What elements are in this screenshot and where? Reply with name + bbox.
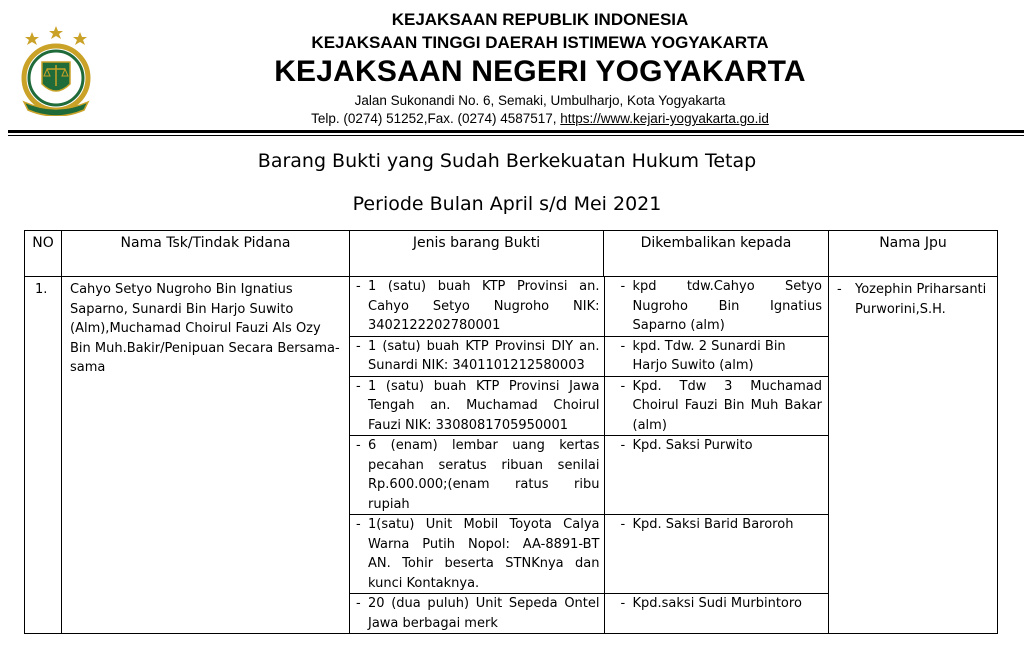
evidence-table-wrapper <box>24 230 998 634</box>
header-nama: Nama Tsk/Tindak Pidana <box>62 231 350 277</box>
letterhead-line2: KEJAKSAAN TINGGI DAERAH ISTIMEWA YOGYAKARTA <box>311 33 769 52</box>
returned-to: Kpd. Saksi Barid Baroroh <box>632 517 794 532</box>
letterhead-contact <box>200 111 880 126</box>
evidence-table <box>24 230 998 634</box>
evidence-description: 1 (satu) buah KTP Provinsi DIY an. Sunardi NIK: 3401101212580003 <box>368 338 600 373</box>
letterhead-address: Jalan Sukonandi No. 6, Semaki, Umbulharjo, Kota Yogyakarta <box>354 93 726 108</box>
evidence-description: 1 (satu) buah KTP Provinsi Jawa Tengah an. Muchamad Choirul Fauzi NIK: 3308081705950001 <box>368 378 600 433</box>
evidence-item: - 1(satu) Unit Mobil Toyota Calya Warna Putih Nopol: AA-8891-BT AN. Tohir beserta STNKnya dan kunci Kontaknya. - Kpd. Saksi Barid Baroroh <box>350 515 828 594</box>
evidence-item: - 1 (satu) buah KTP Provinsi an. Cahyo Setyo Nugroho NIK: 3402122202780001 - kpd tdw.Cahyo Setyo Nugroho Bin Ignatius Saparno (alm) <box>350 277 828 336</box>
returned-to: Kpd.saksi Sudi Murbintoro <box>632 596 802 611</box>
letterhead-rule-thick <box>8 130 1024 133</box>
row-number: 1. <box>25 277 62 634</box>
returned-to: Kpd. Tdw 3 Muchamad Choirul Fauzi Bin Muh Bakar (alm) <box>632 378 822 433</box>
prosecutor-dash: - <box>837 282 842 297</box>
evidence-description: 1(satu) Unit Mobil Toyota Calya Warna Putih Nopol: AA-8891-BT AN. Tohir beserta STNKnya dan kunci Kontaknya. <box>368 517 600 591</box>
prosecutor-name: Yozephin Priharsanti Purworini,S.H. <box>855 282 987 317</box>
prosecutor-cell <box>829 277 998 634</box>
evidence-item: - 1 (satu) buah KTP Provinsi DIY an. Sunardi NIK: 3401101212580003 - kpd. Tdw. 2 Sunardi Bin Harjo Suwito (alm) <box>350 336 828 376</box>
website-link[interactable]: https://www.kejari-yogyakarta.go.id <box>560 111 769 126</box>
returned-to: kpd. Tdw. 2 Sunardi Bin Harjo Suwito (alm) <box>632 338 786 373</box>
document-period: Periode Bulan April s/d Mei 2021 <box>352 193 662 215</box>
returned-to: Kpd. Saksi Purwito <box>632 438 753 453</box>
evidence-description: 6 (enam) lembar uang kertas pecahan seratus ribuan senilai Rp.600.000;(enam ratus ribu rupiah <box>368 438 600 512</box>
table-header-row <box>25 231 998 277</box>
letterhead-rule-thin <box>8 135 1024 136</box>
header-bukti: Jenis barang Bukti <box>350 231 604 277</box>
returned-to: kpd tdw.Cahyo Setyo Nugroho Bin Ignatius Saparno (alm) <box>632 279 822 333</box>
document-title: Barang Bukti yang Sudah Berkekuatan Hukum Tetap <box>257 150 757 172</box>
evidence-item: - 6 (enam) lembar uang kertas pecahan seratus ribuan senilai Rp.600.000;(enam ratus ribu rupiah - Kpd. Saksi Purwito <box>350 436 828 515</box>
evidence-item: - 20 (dua puluh) Unit Sepeda Ontel Jawa berbagai merk - Kpd.saksi Sudi Murbintoro <box>350 594 828 634</box>
evidence-item: - 1 (satu) buah KTP Provinsi Jawa Tengah an. Muchamad Choirul Fauzi NIK: 3308081705950001 - Kpd. Tdw 3 Muchamad Choirul Fauzi Bin Muh Bakar (alm) <box>350 376 828 436</box>
evidence-items <box>350 277 828 633</box>
adhyaksa-emblem-icon <box>10 22 102 116</box>
header-no: NO <box>25 231 62 277</box>
evidence-description: 1 (satu) buah KTP Provinsi an. Cahyo Setyo Nugroho NIK: 3402122202780001 <box>368 279 600 333</box>
header-kembali: Dikembalikan kepada <box>604 231 829 277</box>
evidence-description: 20 (dua puluh) Unit Sepeda Ontel Jawa berbagai merk <box>368 596 600 631</box>
letterhead-phone-fax: Telp. (0274) 51252,Fax. (0274) 4587517, <box>311 111 561 126</box>
header-jpu: Nama Jpu <box>829 231 998 277</box>
table-row <box>25 277 998 634</box>
letterhead-office-name: KEJAKSAAN NEGERI YOGYAKARTA <box>274 55 806 88</box>
suspect-and-crime: Cahyo Setyo Nugroho Bin Ignatius Saparno, Sunardi Bin Harjo Suwito (Alm),Muchamad Choirul Fauzi Als Ozy Bin Muh.Bakir/Penipuan Secara Bersama-sama <box>62 277 350 634</box>
evidence-items-cell <box>350 277 829 634</box>
letterhead-line1: KEJAKSAAN REPUBLIK INDONESIA <box>391 10 689 29</box>
